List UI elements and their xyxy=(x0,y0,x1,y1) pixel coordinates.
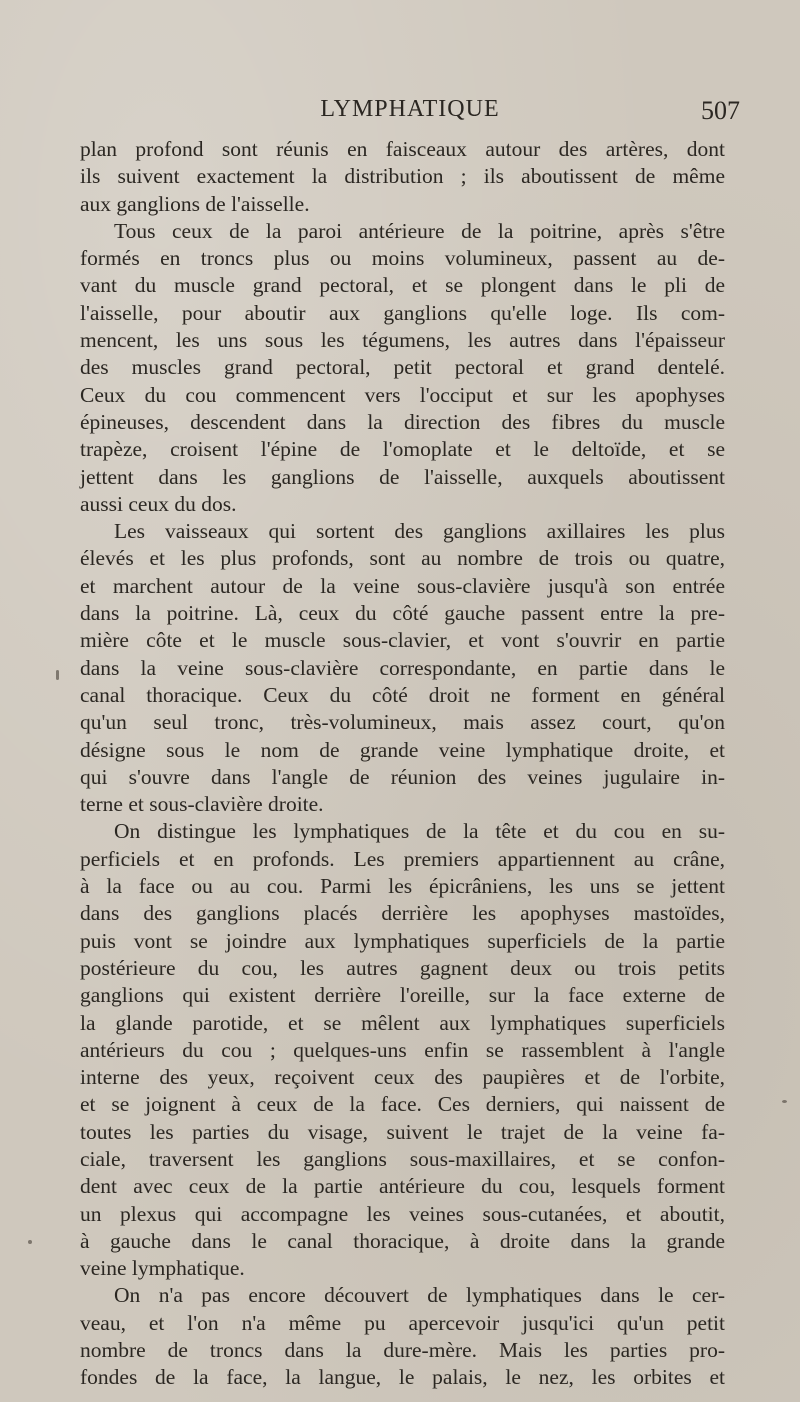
text-line: plan profond sont réunis en faisceaux autour des artères, dont xyxy=(80,137,725,161)
text-line: dans la poitrine. Là, ceux du côté gauche passent entre la pre- xyxy=(80,601,725,626)
text-line: On n'a pas encore découvert de lymphatiques dans le cer- xyxy=(114,1283,725,1308)
running-head xyxy=(80,96,740,136)
text-line: mière côte et le muscle sous-clavier, et vont s'ouvrir en partie xyxy=(80,628,725,653)
text-line: puis vont se joindre aux lymphatiques superficiels de la partie xyxy=(80,928,725,953)
text-line: ganglions qui existent derrière l'oreille, sur la face externe de xyxy=(80,983,725,1008)
text-line: Ceux du cou commencent vers l'occiput et sur les apophyses xyxy=(80,382,725,407)
text-line: aussi ceux du dos. xyxy=(80,491,237,516)
text-line: On distingue les lymphatiques de la tête et du cou en su- xyxy=(114,819,725,844)
paper-speck xyxy=(782,1100,787,1103)
text-line: ciale, traversent les ganglions sous-maxillaires, et se confon- xyxy=(80,1146,725,1171)
text-line: trapèze, croisent l'épine de l'omoplate et le deltoïde, et se xyxy=(80,437,725,462)
page-number: 507 xyxy=(701,96,740,125)
text-line: veine lymphatique. xyxy=(80,1256,245,1281)
paper-speck xyxy=(28,1240,32,1244)
text-line: fondes de la face, la langue, le palais, le nez, les orbites et xyxy=(80,1365,725,1390)
text-line: dans la veine sous-clavière correspondante, en partie dans le xyxy=(80,655,725,680)
text-line: vant du muscle grand pectoral, et se plongent dans le pli de xyxy=(80,273,725,298)
page-header-title: LYMPHATIQUE xyxy=(320,96,500,122)
text-line: qu'un seul tronc, très-volumineux, mais assez court, qu'on xyxy=(80,710,725,735)
text-line: et se joignent à ceux de la face. Ces derniers, qui naissent de xyxy=(80,1092,725,1117)
text-line: élevés et les plus profonds, sont au nombre de trois ou quatre, xyxy=(80,546,725,571)
text-line: toutes les parties du visage, suivent le trajet de la veine fa- xyxy=(80,1119,725,1144)
text-line: terne et sous-clavière droite. xyxy=(80,792,324,817)
paper-speck xyxy=(56,670,59,680)
text-line: ils suivent exactement la distribution ; ils aboutissent de même xyxy=(80,164,725,189)
text-line: jettent dans les ganglions de l'aisselle, auxquels aboutissent xyxy=(80,464,725,489)
text-line: dent avec ceux de la partie antérieure du cou, lesquels forment xyxy=(80,1174,725,1199)
text-line: dans des ganglions placés derrière les apophyses mastoïdes, xyxy=(80,901,725,926)
text-line: Les vaisseaux qui sortent des ganglions axillaires les plus xyxy=(114,519,725,544)
text-line: postérieure du cou, les autres gagnent deux ou trois petits xyxy=(80,955,725,980)
text-line: des muscles grand pectoral, petit pectoral et grand dentelé. xyxy=(80,355,725,380)
text-line: mencent, les uns sous les tégumens, les autres dans l'épaisseur xyxy=(80,328,725,353)
text-line: et marchent autour de la veine sous-clavière jusqu'à son entrée xyxy=(80,573,725,598)
text-line: formés en troncs plus ou moins volumineux, passent au de- xyxy=(80,246,725,271)
text-line: canal thoracique. Ceux du côté droit ne forment en général xyxy=(80,682,725,707)
text-line: désigne sous le nom de grande veine lymphatique droite, et xyxy=(80,737,725,762)
body-text xyxy=(80,136,725,1392)
text-line: l'aisselle, pour aboutir aux ganglions qu'elle loge. Ils com- xyxy=(80,300,725,325)
text-line: à gauche dans le canal thoracique, à droite dans la grande xyxy=(80,1228,725,1253)
text-line: aux ganglions de l'aisselle. xyxy=(80,191,310,216)
text-line: antérieurs du cou ; quelques-uns enfin se rassemblent à l'angle xyxy=(80,1037,725,1062)
text-line: Tous ceux de la paroi antérieure de la poitrine, après s'être xyxy=(114,218,725,243)
text-line: un plexus qui accompagne les veines sous-cutanées, et aboutit, xyxy=(80,1201,725,1226)
text-line: nombre de troncs dans la dure-mère. Mais les parties pro- xyxy=(80,1338,725,1363)
text-line: veau, et l'on n'a même pu apercevoir jusqu'ici qu'un petit xyxy=(80,1310,725,1335)
text-line: épineuses, descendent dans la direction des fibres du muscle xyxy=(80,409,725,434)
text-line: à la face ou au cou. Parmi les épicrâniens, les uns se jettent xyxy=(80,874,725,899)
text-line: perficiels et en profonds. Les premiers appartiennent au crâne, xyxy=(80,846,725,871)
text-line: qui s'ouvre dans l'angle de réunion des veines jugulaire in- xyxy=(80,764,725,789)
text-line: la glande parotide, et se mêlent aux lymphatiques superficiels xyxy=(80,1010,725,1035)
text-line: interne des yeux, reçoivent ceux des paupières et de l'orbite, xyxy=(80,1065,725,1090)
